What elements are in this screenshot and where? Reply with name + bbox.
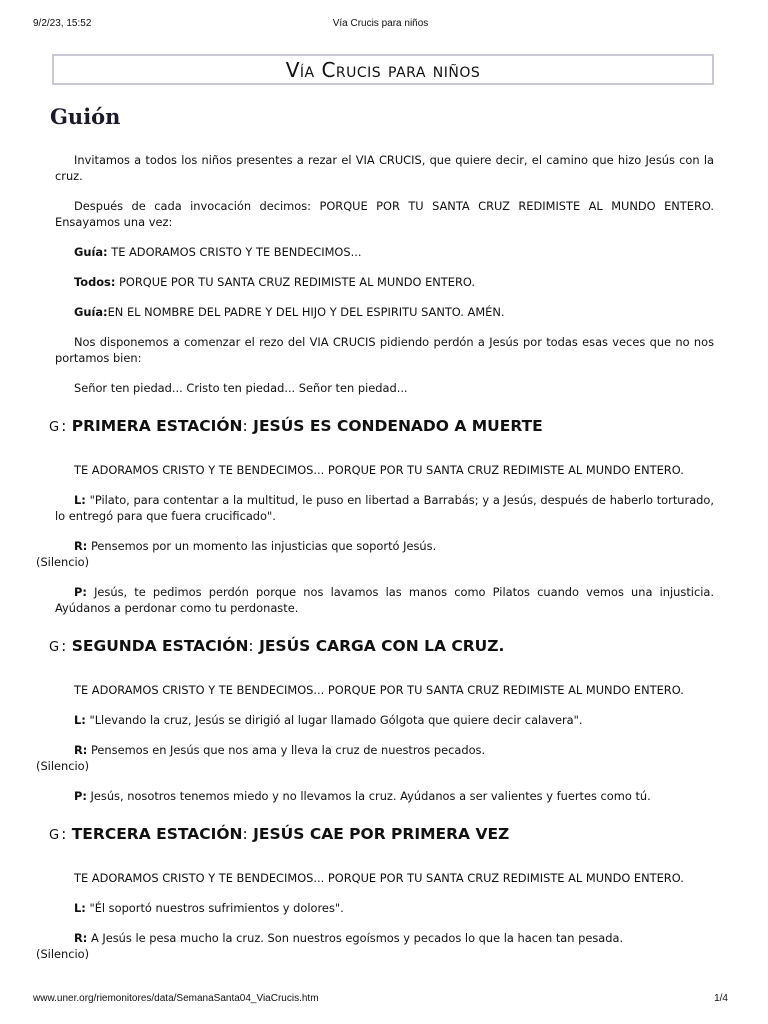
guia-label: Guía: <box>74 245 108 259</box>
print-page-title: Vía Crucis para niños <box>332 18 429 29</box>
document-title: Vía Crucis para niños <box>285 57 481 82</box>
document-title-box <box>52 54 714 85</box>
reflexion-label: R: <box>74 743 88 757</box>
guia-line <box>55 304 714 320</box>
intro-paragraph: Invitamos a todos los niños presentes a rezar el VIA CRUCIS, que quiere decir, el camino que hizo Jesús con la cruz. <box>55 153 714 183</box>
station-subtitle: JESÚS ES CONDENADO A MUERTE <box>253 417 543 435</box>
intro-paragraph: Señor ten piedad... Cristo ten piedad... Señor ten piedad... <box>74 381 408 395</box>
station-heading <box>49 824 714 846</box>
station-g-label: G <box>49 640 60 655</box>
station-g-label: G <box>49 420 60 435</box>
station-name: PRIMERA ESTACIÓN <box>71 417 243 435</box>
station-heading <box>49 636 714 658</box>
station-colon: : <box>61 637 67 655</box>
station-colon: : <box>248 637 254 655</box>
section-heading: Guión <box>50 104 121 129</box>
intro-paragraph: Nos disponemos a comenzar el rezo del VIA CRUCIS pidiendo perdón a Jesús por todas esas veces que no nos portamos bien: <box>55 335 714 365</box>
station-subtitle: JESÚS CAE POR PRIMERA VEZ <box>253 825 510 843</box>
todos-line <box>55 274 714 290</box>
reflexion-label: R: <box>74 931 88 945</box>
lector-label: L: <box>74 901 86 915</box>
peticion-text: Jesús, nosotros tenemos miedo y no llevamos la cruz. Ayúdanos a ser valientes y fuertes como tú. <box>86 789 651 803</box>
reflexion-line <box>36 538 714 570</box>
reflexion-text: A Jesús le pesa mucho la cruz. Son nuestros egoísmos y pecados lo que la hacen tan pesada. <box>87 931 624 945</box>
todos-label: Todos: <box>74 275 116 289</box>
page-number: 1/4 <box>714 993 728 1004</box>
guia-text: TE ADORAMOS CRISTO Y TE BENDECIMOS... <box>107 245 362 259</box>
document-content <box>36 152 714 976</box>
lector-text: "Llevando la cruz, Jesús se dirigió al lugar llamado Gólgota que quiere decir calavera". <box>85 713 583 727</box>
lector-label: L: <box>74 493 86 507</box>
guia-label: Guía: <box>74 305 108 319</box>
source-url[interactable]: www.uner.org/riemonitores/data/SemanaSanta04_ViaCrucis.htm <box>33 993 319 1004</box>
station-suffix: . <box>498 637 505 655</box>
reflexion-text: Pensemos por un momento las injusticias que soportó Jesús. <box>87 539 437 553</box>
peticion-line <box>55 584 714 616</box>
peticion-label: P: <box>74 585 87 599</box>
station-subtitle: JESÚS CARGA CON LA CRUZ <box>259 637 499 655</box>
adoramos-line: TE ADORAMOS CRISTO Y TE BENDECIMOS... PORQUE POR TU SANTA CRUZ REDIMISTE AL MUNDO ENTERO. <box>74 463 684 477</box>
silencio-text: (Silencio) <box>36 947 90 961</box>
lector-text: "Pilato, para contentar a la multitud, le puso en libertad a Barrabás; y a Jesús, después de haberlo torturado, lo entregó para que fuera crucificado". <box>55 493 714 523</box>
lector-label: L: <box>74 713 86 727</box>
station-colon: : <box>61 825 67 843</box>
station-heading <box>49 416 714 438</box>
adoramos-line: TE ADORAMOS CRISTO Y TE BENDECIMOS... PORQUE POR TU SANTA CRUZ REDIMISTE AL MUNDO ENTERO. <box>74 683 684 697</box>
lector-line <box>55 900 714 916</box>
peticion-line <box>55 788 714 804</box>
print-footer <box>33 993 728 1004</box>
station-colon: : <box>242 825 248 843</box>
station-colon: : <box>61 417 67 435</box>
guia-text: EN EL NOMBRE DEL PADRE Y DEL HIJO Y DEL ESPIRITU SANTO. AMÉN. <box>107 305 505 319</box>
adoramos-line: TE ADORAMOS CRISTO Y TE BENDECIMOS... PORQUE POR TU SANTA CRUZ REDIMISTE AL MUNDO ENTERO. <box>74 871 684 885</box>
station-name: SEGUNDA ESTACIÓN <box>71 637 249 655</box>
reflexion-line <box>36 742 714 774</box>
peticion-label: P: <box>74 789 87 803</box>
intro-paragraph: Después de cada invocación decimos: PORQUE POR TU SANTA CRUZ REDIMISTE AL MUNDO ENTERO. Ensayamos una vez: <box>55 199 714 229</box>
reflexion-text: Pensemos en Jesús que nos ama y lleva la cruz de nuestros pecados. <box>87 743 486 757</box>
lector-line <box>55 492 714 524</box>
print-datetime: 9/2/23, 15:52 <box>33 18 92 29</box>
todos-text: PORQUE POR TU SANTA CRUZ REDIMISTE AL MUNDO ENTERO. <box>115 275 475 289</box>
station-colon: : <box>242 417 248 435</box>
reflexion-label: R: <box>74 539 88 553</box>
peticion-text: Jesús, te pedimos perdón porque nos lavamos las manos como Pilatos cuando vemos una injusticia. Ayúdanos a perdonar como tu perdonaste. <box>55 585 714 615</box>
silencio-text: (Silencio) <box>36 759 90 773</box>
station-name: TERCERA ESTACIÓN <box>71 825 243 843</box>
reflexion-line <box>36 930 714 962</box>
station-g-label: G <box>49 828 60 843</box>
silencio-text: (Silencio) <box>36 555 90 569</box>
lector-text: "Él soportó nuestros sufrimientos y dolores". <box>85 901 344 915</box>
lector-line <box>55 712 714 728</box>
guia-line <box>55 244 714 260</box>
